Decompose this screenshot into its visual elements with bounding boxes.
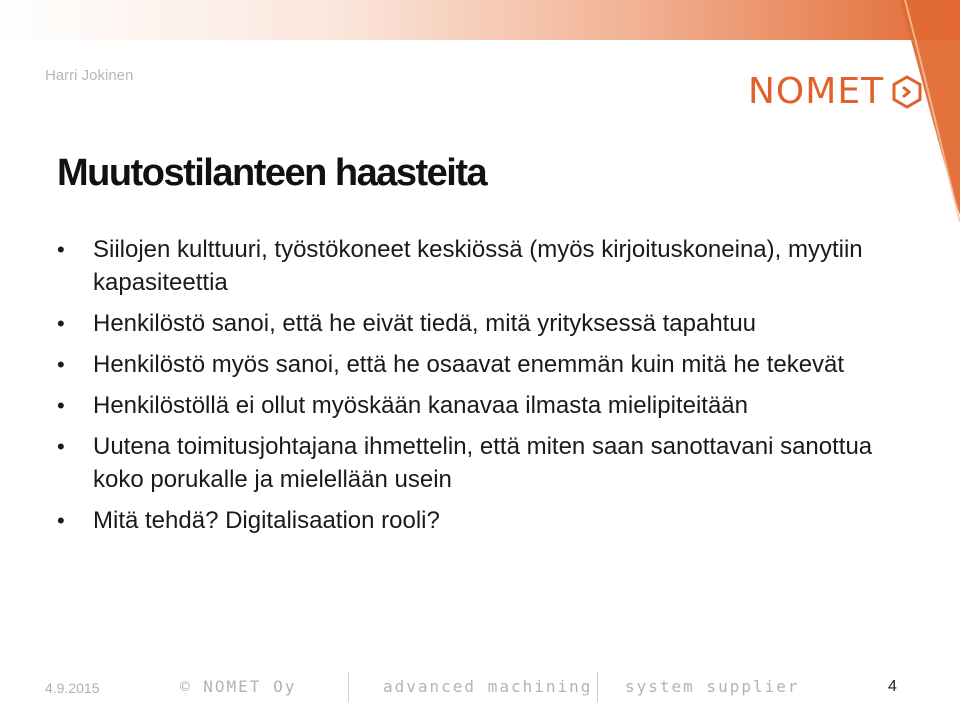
- bullet-text: Henkilöstö sanoi, että he eivät tiedä, mitä yrityksessä tapahtuu: [93, 310, 757, 337]
- bullet-text: Uutena toimitusjohtajana ihmettelin, että miten saan sanottavani sanottua koko porukalle ja mielellään usein: [93, 433, 873, 493]
- footer: [0, 668, 960, 708]
- footer-tagline-machining: advanced machining: [383, 677, 593, 696]
- bullet-text: Henkilöstö myös sanoi, että he osaavat enemmän kuin mitä he tekevät: [93, 351, 845, 378]
- bullet-dot: •: [57, 508, 65, 533]
- bullet-item: [57, 348, 917, 381]
- footer-divider: [348, 672, 349, 702]
- bullet-dot: •: [57, 434, 65, 459]
- bullet-item: [57, 307, 917, 340]
- bullet-dot: •: [57, 311, 65, 336]
- author-name: Harri Jokinen: [45, 67, 134, 84]
- bullet-text: Henkilöstöllä ei ollut myöskään kanavaa ilmasta mielipiteitään: [93, 392, 748, 419]
- bullet-text: Mitä tehdä? Digitalisaation rooli?: [93, 507, 440, 534]
- footer-company: © NOMET Oy: [180, 677, 297, 696]
- footer-date: 4.9.2015: [45, 680, 100, 696]
- footer-divider: [597, 672, 598, 702]
- bullet-dot: •: [57, 393, 65, 418]
- footer-tagline-supplier: system supplier: [625, 677, 800, 696]
- logo-text: NOMET: [748, 71, 885, 112]
- top-gradient-band: [0, 0, 960, 40]
- nomet-logo: [748, 71, 924, 112]
- bullet-text: Siilojen kulttuuri, työstökoneet keskiössä (myös kirjoituskoneina), myytiin kapasiteettia: [93, 236, 863, 296]
- bullet-dot: •: [57, 352, 65, 377]
- bullet-item: [57, 430, 917, 496]
- bullet-item: [57, 233, 917, 299]
- bullet-dot: •: [57, 237, 65, 262]
- logo-hexagon-icon: [890, 75, 924, 109]
- page-number: 4: [888, 678, 897, 695]
- bullet-item: [57, 504, 917, 537]
- bullet-item: [57, 389, 917, 422]
- slide-title: Muutostilanteen haasteita: [57, 152, 487, 194]
- bullet-list: [57, 233, 917, 545]
